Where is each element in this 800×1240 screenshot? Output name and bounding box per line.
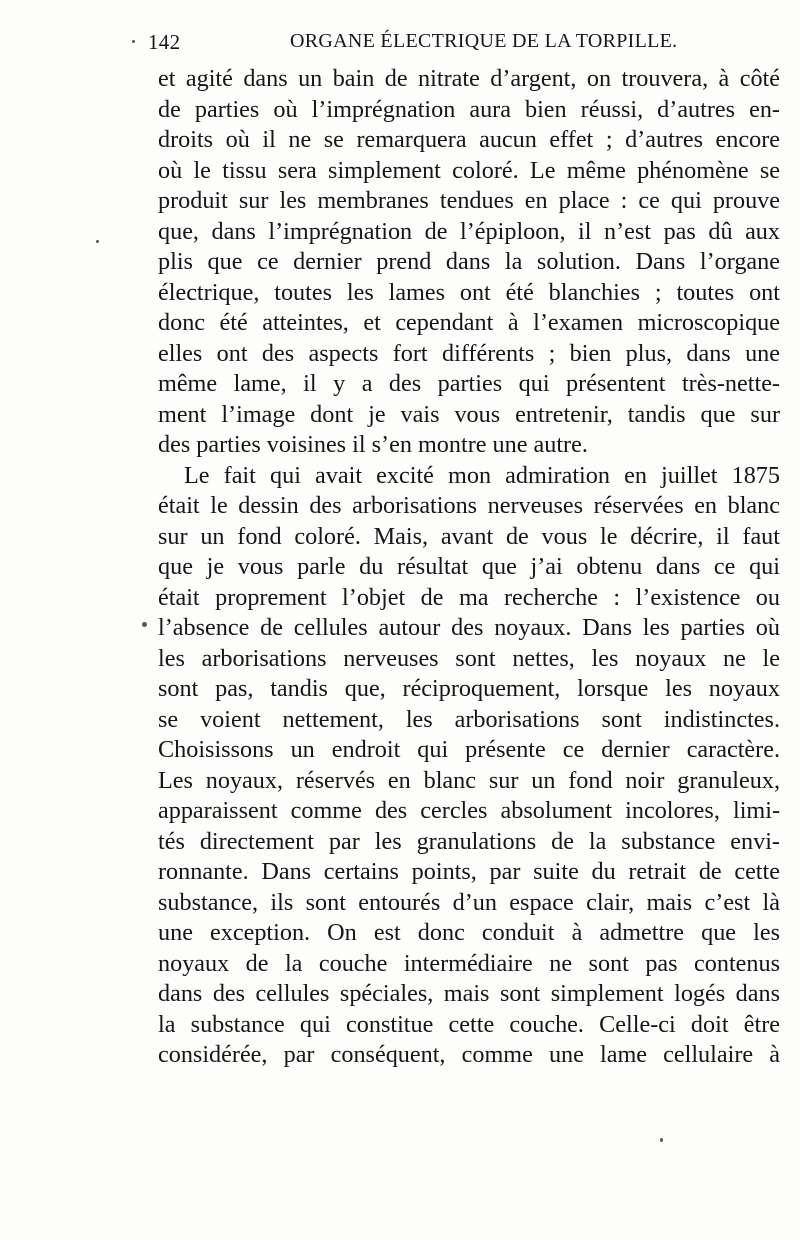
text-line: Les noyaux, réservés en blanc sur un fond noir granuleux,: [158, 766, 780, 794]
text-line: les arborisations nerveuses sont nettes, les noyaux ne le: [158, 644, 780, 672]
running-head: [148, 26, 788, 60]
text-line: donc été atteintes, et cependant à l’examen microscopique: [158, 309, 780, 336]
text-line: substance, ils sont entourés d’un espace clair, mais c’est là: [158, 888, 780, 916]
page-number: 142: [148, 30, 181, 54]
running-title: ORGANE ÉLECTRIQUE DE LA TORPILLE.: [290, 30, 678, 52]
text-line: une exception. On est donc conduit à admettre que les: [158, 919, 780, 946]
text-line: ronnante. Dans certains points, par suite du retrait de cette: [158, 858, 780, 885]
text-line: ment l’image dont je vais vous entretenir, tandis que sur: [158, 400, 780, 428]
text-line: considérée, par conséquent, comme une lame cellulaire à: [158, 1041, 780, 1068]
text-line: tés directement par les granulations de la substance envi-: [158, 827, 780, 855]
text-line: Choisissons un endroit qui présente ce dernier caractère.: [158, 736, 780, 763]
text-line: sont pas, tandis que, réciproquement, lorsque les noyaux: [158, 675, 780, 702]
text-line: l’absence de cellules autour des noyaux. Dans les parties où: [158, 614, 780, 641]
text-line: était le dessin des arborisations nerveuses réservées en blanc: [158, 492, 780, 519]
print-speck: [142, 622, 147, 627]
text-line: que je vous parle du résultat que j’ai obtenu dans ce qui: [158, 553, 780, 580]
paragraph-2: [158, 461, 780, 1071]
text-line: même lame, il y a des parties qui présentent très-nette-: [158, 370, 780, 397]
text-line: se voient nettement, les arborisations sont indistinctes.: [158, 705, 780, 733]
text-line: et agité dans un bain de nitrate d’argent, on trouvera, à côté: [158, 65, 780, 92]
text-line: électrique, toutes les lames ont été blanchies ; toutes ont: [158, 278, 780, 306]
text-line: plis que ce dernier prend dans la solution. Dans l’organe: [158, 248, 780, 275]
text-line: droits où il ne se remarquera aucun effet ; d’autres encore: [158, 126, 780, 153]
text-line: que, dans l’imprégnation de l’épiploon, il n’est pas dû aux: [158, 217, 780, 245]
text-line: la substance qui constitue cette couche. Celle-ci doit être: [158, 1010, 780, 1038]
text-line: de parties où l’imprégnation aura bien réussi, d’autres en-: [158, 95, 780, 123]
print-speck: [132, 40, 135, 43]
text-line: noyaux de la couche intermédiaire ne sont pas contenus: [158, 949, 780, 977]
text-line: était proprement l’objet de ma recherche : l’existence ou: [158, 583, 780, 611]
text-line: dans des cellules spéciales, mais sont simplement logés dans: [158, 980, 780, 1007]
text-line: sur un fond coloré. Mais, avant de vous le décrire, il faut: [158, 522, 780, 550]
paragraph-1: [158, 64, 780, 461]
text-line: Le fait qui avait excité mon admiration en juillet 1875: [184, 461, 780, 489]
body-text: [158, 64, 780, 1071]
text-line: apparaissent comme des cercles absolument incolores, limi-: [158, 797, 780, 824]
text-line: des parties voisines il s’en montre une autre.: [158, 431, 588, 458]
print-speck: [96, 240, 99, 243]
text-line: elles ont des aspects fort différents ; bien plus, dans une: [158, 339, 780, 367]
print-speck: [660, 1138, 663, 1142]
text-line: produit sur les membranes tendues en place : ce qui prouve: [158, 187, 780, 214]
text-line: où le tissu sera simplement coloré. Le même phénomène se: [158, 156, 780, 184]
